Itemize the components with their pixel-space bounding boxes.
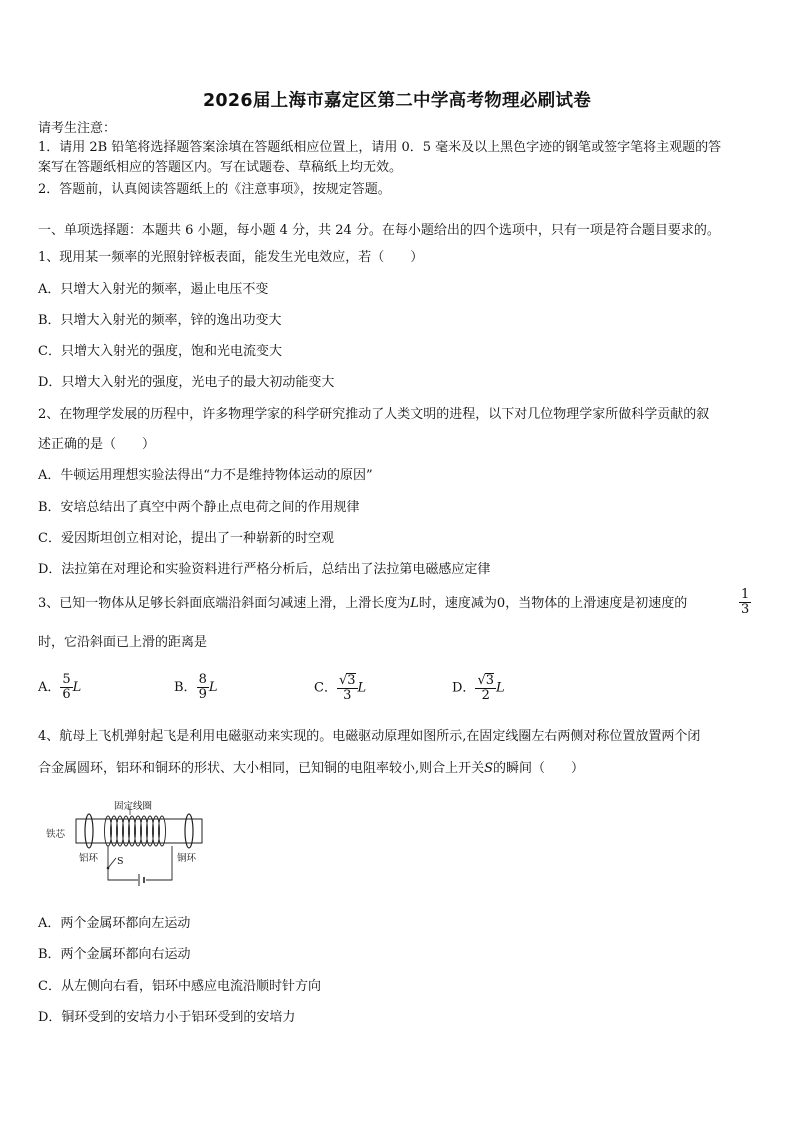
q1-option-c: C．只增大入射光的强度，饱和光电流变大: [38, 344, 282, 359]
q4-stem-cont: [38, 761, 584, 777]
q3-option-a: [38, 673, 81, 702]
q3-stem-cont: 时，它沿斜面已上滑的距离是: [38, 635, 208, 650]
q2-option-a: A．牛顿运用理想实验法得出“力不是维持物体运动的原因”: [38, 468, 373, 483]
option-label: D．: [452, 680, 476, 696]
fraction-denominator: 3: [741, 602, 750, 617]
q4-option-c: C．从左侧向右看，铝环中感应电流沿顺时针方向: [38, 979, 321, 994]
q4-option-b: B．两个金属环都向右运动: [38, 947, 191, 962]
q2-option-d: D．法拉第在对理论和实验资料进行严格分析后，总结出了法拉第电磁感应定律: [38, 562, 491, 577]
option-var: L: [496, 680, 505, 696]
option-var: L: [72, 680, 82, 695]
q3-stem: [38, 596, 687, 612]
q4-var-s: S: [484, 761, 494, 776]
q4-option-d: D．铜环受到的安培力小于铝环受到的安培力: [38, 1010, 296, 1025]
coil-label: 固定线圈: [114, 801, 153, 812]
option-label: A．: [38, 680, 61, 695]
fraction-denominator: 9: [198, 687, 207, 702]
q3-option-b: [174, 673, 217, 702]
q3-option-d: [452, 673, 505, 703]
q3-var-l: L: [410, 596, 419, 611]
page-title: 2026届上海市嘉定区第二中学高考物理必刷试卷: [202, 91, 592, 111]
notice-item-1: 1．请用 2B 铅笔将选择题答案涂填在答题纸相应位置上，请用 0．5 毫米及以上黑色字迹的钢笔或签字笔将主观题的答: [38, 140, 722, 155]
copper-ring-label: 铜环: [177, 853, 197, 864]
option-var: L: [208, 680, 218, 695]
fraction-denominator: 2: [481, 688, 490, 703]
switch-blade: [108, 858, 116, 868]
q1-option-a: A．只增大入射光的频率，遏止电压不变: [38, 282, 269, 297]
core-label: 铁芯: [46, 829, 66, 840]
circuit-wire-right: [146, 846, 172, 880]
q2-option-b: B．安培总结出了真空中两个静止点电荷之间的作用规律: [38, 500, 360, 515]
coil-diagram: [42, 798, 212, 888]
q1-stem: 1、现用某一频率的光照射锌板表面，能发生光电效应，若（ ）: [38, 250, 424, 265]
sqrt-radicand: 3: [485, 673, 495, 688]
fraction-numerator: 8: [198, 672, 207, 687]
q2-stem: 2、在物理学发展的历程中，许多物理学家的科学研究推动了人类文明的进程，以下对几位物理学家所做科学贡献的叙: [38, 407, 710, 422]
aluminum-ring-label: 铝环: [79, 853, 99, 864]
notice-heading: 请考生注意：: [38, 121, 117, 136]
q3-fraction-one-third: [739, 588, 751, 617]
q4-stem-part2: 的瞬间（ ）: [493, 761, 585, 776]
option-label: B．: [174, 680, 197, 695]
option-var: L: [357, 680, 367, 696]
fraction-denominator: 6: [62, 687, 71, 702]
fraction-numerator: 5: [62, 672, 71, 687]
fraction-numerator: √3: [338, 673, 356, 688]
q1-option-d: D．只增大入射光的强度，光电子的最大初动能变大: [38, 375, 335, 390]
coil-turns: [105, 816, 166, 846]
q4-stem: 4、航母上飞机弹射起飞是利用电磁驱动来实现的。电磁驱动原理如图所示,在固定线圈左右两侧对称位置放置两个闭: [38, 729, 701, 744]
q4-stem-part1: 合金属圆环，铝环和铜环的形状、大小相同，已知铜的电阻率较小,则合上开关: [38, 761, 485, 776]
switch-label: S: [117, 856, 124, 867]
q3-option-c: [314, 673, 366, 703]
q4-option-a: A．两个金属环都向左运动: [38, 916, 191, 931]
fraction-numerator: √3: [477, 673, 495, 688]
q1-option-b: B．只增大入射光的频率，锌的逸出功变大: [38, 313, 282, 328]
iron-core-shape: [76, 819, 202, 843]
q3-stem-part2: 时，速度减为0，当物体的上滑速度是初速度的: [418, 596, 688, 611]
sqrt-radicand: 3: [347, 673, 356, 688]
fraction-numerator: 1: [741, 587, 750, 602]
notice-item-1-cont: 案写在答题纸相应的答题区内。写在试题卷、草稿纸上均无效。: [38, 160, 403, 175]
q2-stem-cont: 述正确的是（ ）: [38, 437, 156, 452]
q3-stem-part1: 3、已知一物体从足够长斜面底端沿斜面匀减速上滑，上滑长度为: [38, 596, 411, 611]
option-label: C．: [314, 680, 337, 696]
section-heading: 一、单项选择题：本题共 6 小题，每小题 4 分，共 24 分。在每小题给出的四个选项中，只有一项是符合题目要求的。: [38, 223, 720, 238]
q2-option-c: C．爱因斯坦创立相对论，提出了一种崭新的时空观: [38, 531, 334, 546]
notice-item-2: 2．答题前，认真阅读答题纸上的《注意事项》，按规定答题。: [38, 182, 391, 197]
fraction-denominator: 3: [343, 688, 352, 703]
